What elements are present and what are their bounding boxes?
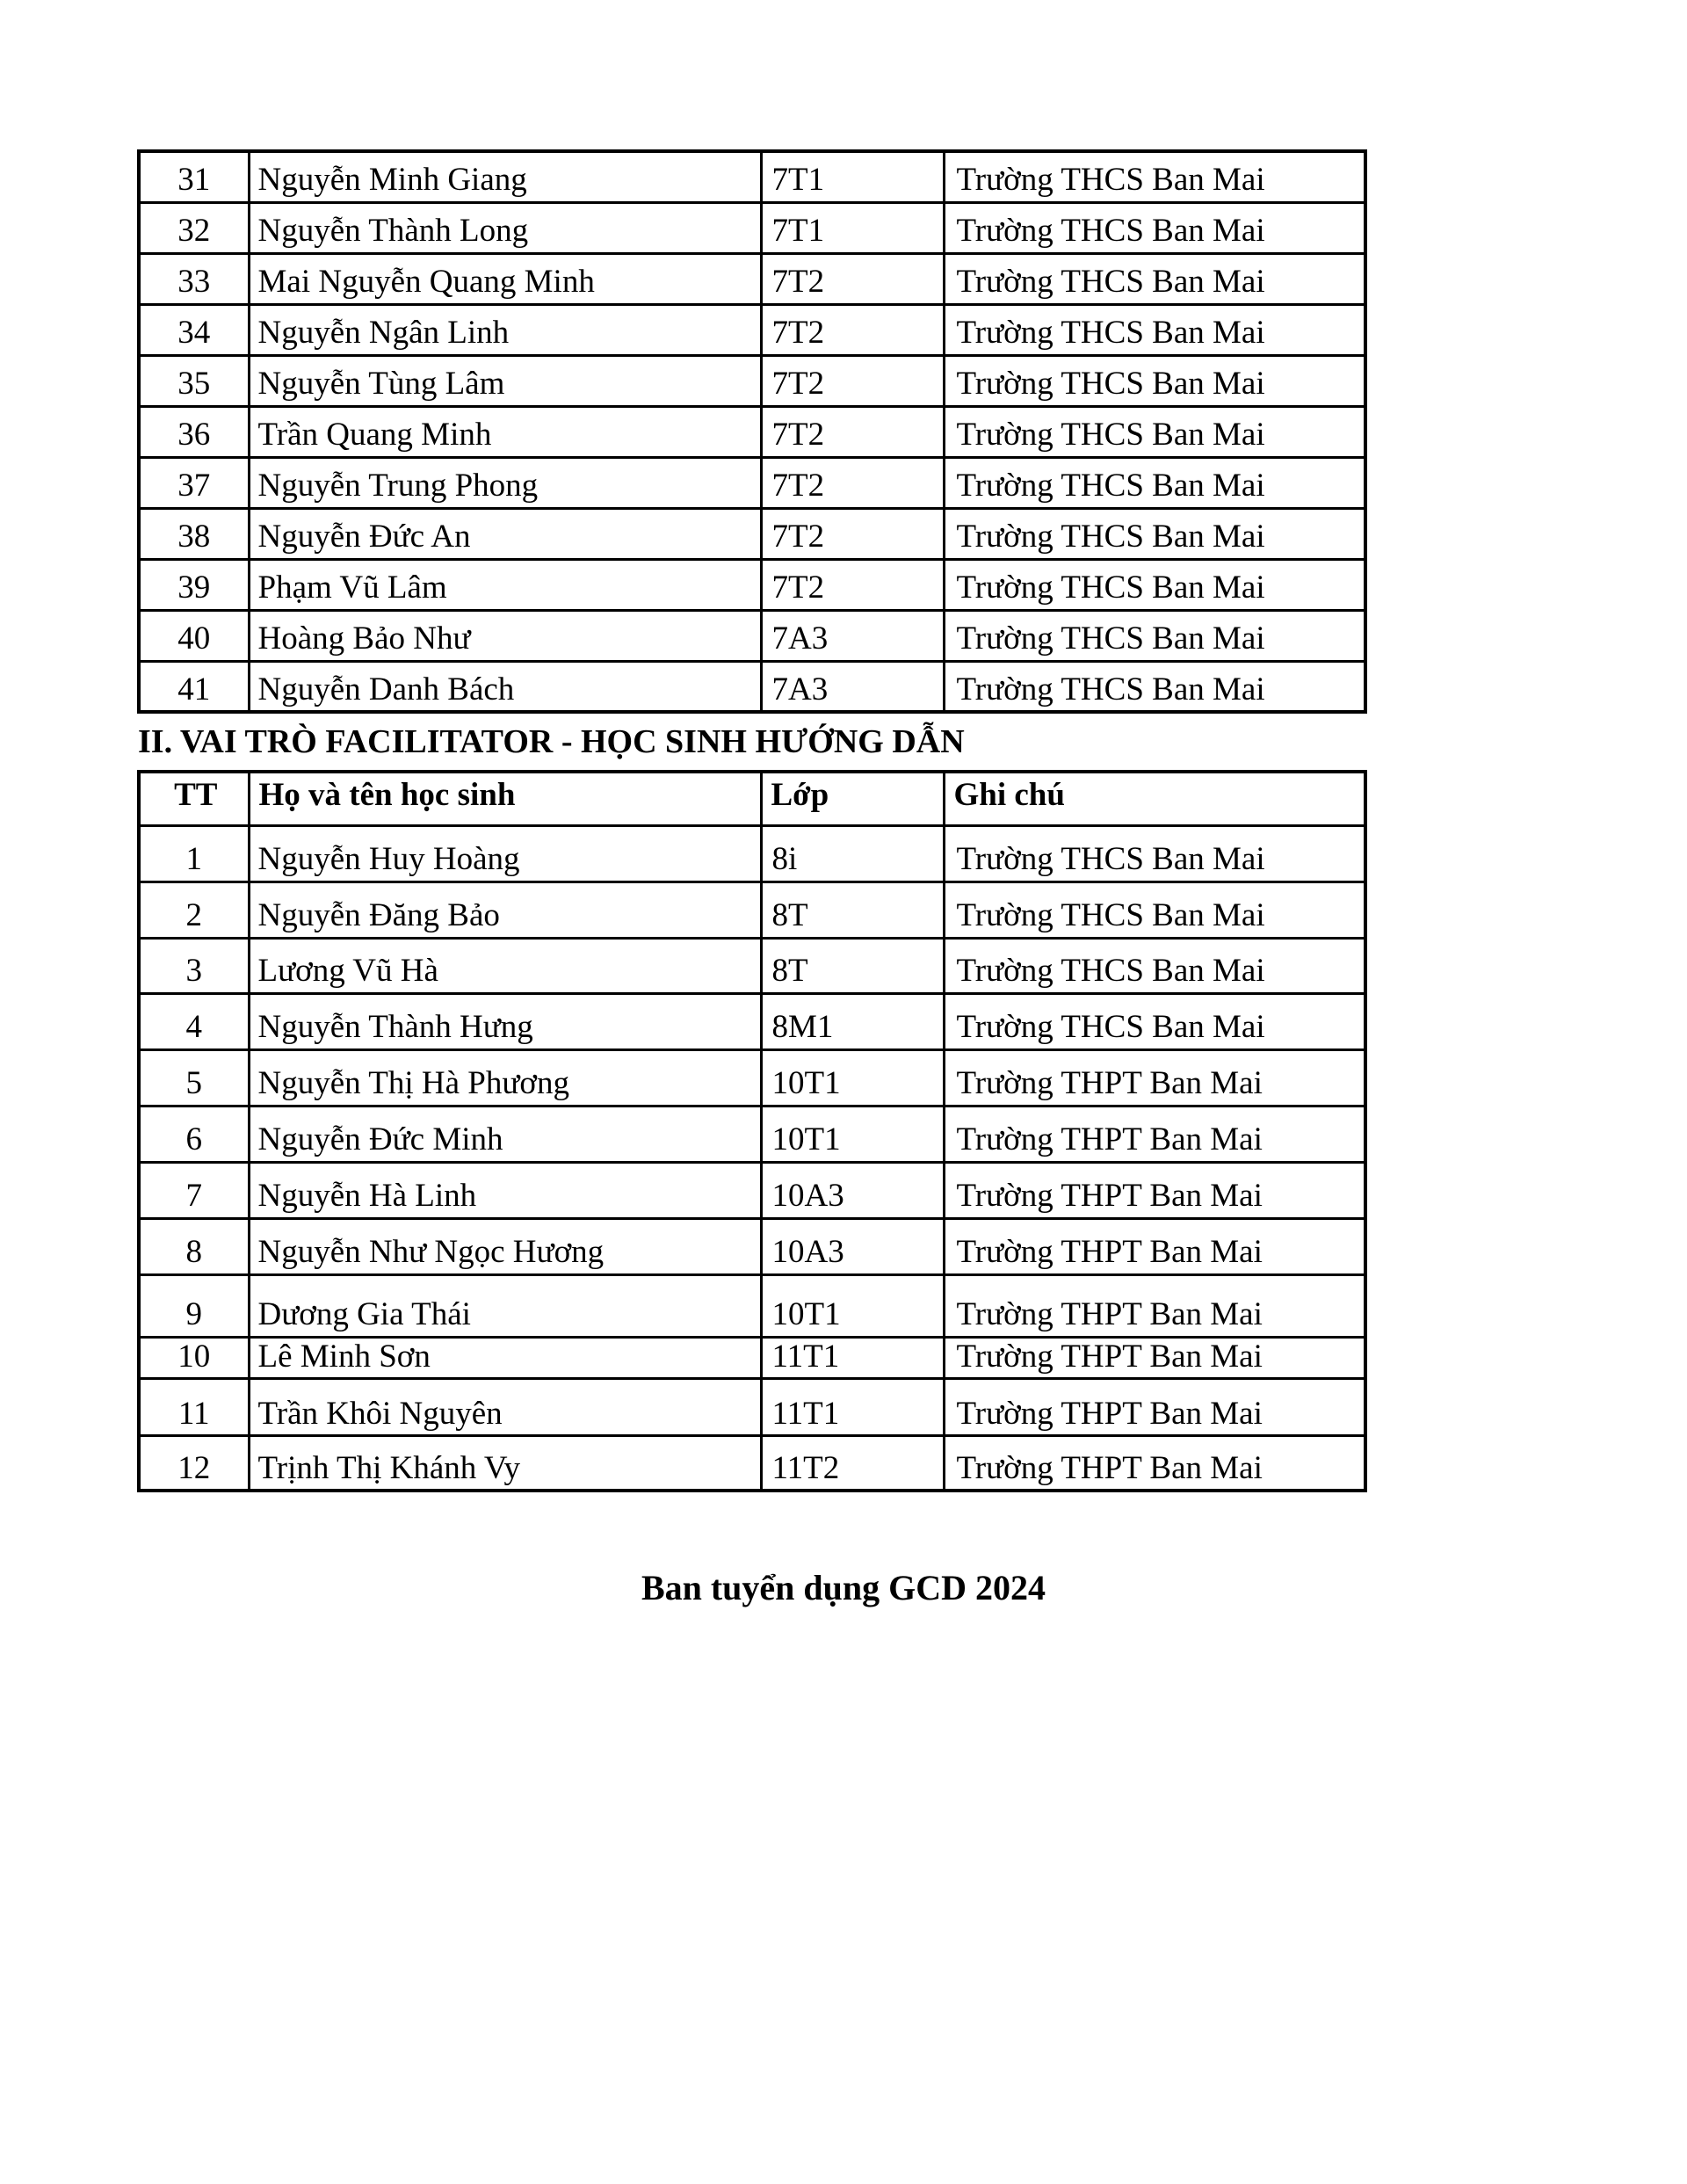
note-cell: Trường THCS Ban Mai [944, 661, 1365, 712]
note-cell: Trường THCS Ban Mai [944, 253, 1365, 304]
tt-cell: 35 [139, 355, 249, 406]
table-row [139, 457, 1365, 508]
tt-cell: 12 [139, 1435, 249, 1491]
students-table-continued-body [139, 151, 1365, 712]
table-row [139, 993, 1365, 1049]
name-cell: Nguyễn Thành Hưng [249, 993, 761, 1049]
table-row [139, 406, 1365, 457]
class-cell: 7T2 [761, 355, 944, 406]
note-cell: Trường THPT Ban Mai [944, 1106, 1365, 1162]
class-cell: 11T2 [761, 1435, 944, 1491]
name-cell: Nguyễn Tùng Lâm [249, 355, 761, 406]
name-cell: Trịnh Thị Khánh Vy [249, 1435, 761, 1491]
note-cell: Trường THCS Ban Mai [944, 559, 1365, 610]
class-cell: 10T1 [761, 1049, 944, 1106]
name-cell: Hoàng Bảo Như [249, 610, 761, 661]
class-cell: 7T2 [761, 457, 944, 508]
class-cell: 7A3 [761, 661, 944, 712]
students-table-continued [137, 149, 1367, 714]
note-cell: Trường THCS Ban Mai [944, 457, 1365, 508]
class-cell: 10T1 [761, 1274, 944, 1337]
class-cell: 7A3 [761, 610, 944, 661]
class-cell: 8i [761, 825, 944, 882]
name-cell: Trần Khôi Nguyên [249, 1378, 761, 1435]
class-cell: 7T1 [761, 202, 944, 253]
column-header-name: Họ và tên học sinh [249, 772, 761, 825]
tt-cell: 37 [139, 457, 249, 508]
class-cell: 8T [761, 938, 944, 993]
tt-cell: 2 [139, 882, 249, 938]
tt-cell: 32 [139, 202, 249, 253]
table-row [139, 1274, 1365, 1337]
name-cell: Nguyễn Đức Minh [249, 1106, 761, 1162]
tt-cell: 11 [139, 1378, 249, 1435]
note-cell: Trường THCS Ban Mai [944, 610, 1365, 661]
table-row [139, 1049, 1365, 1106]
note-cell: Trường THPT Ban Mai [944, 1274, 1365, 1337]
name-cell: Nguyễn Minh Giang [249, 151, 761, 202]
tt-cell: 4 [139, 993, 249, 1049]
note-cell: Trường THCS Ban Mai [944, 355, 1365, 406]
tt-cell: 36 [139, 406, 249, 457]
tt-cell: 8 [139, 1218, 249, 1274]
table-row [139, 1106, 1365, 1162]
table-row [139, 610, 1365, 661]
tt-cell: 6 [139, 1106, 249, 1162]
note-cell: Trường THPT Ban Mai [944, 1162, 1365, 1218]
table-row [139, 1162, 1365, 1218]
note-cell: Trường THPT Ban Mai [944, 1378, 1365, 1435]
note-cell: Trường THPT Ban Mai [944, 1337, 1365, 1378]
column-header-note: Ghi chú [944, 772, 1365, 825]
footer-signature: Ban tuyển dụng GCD 2024 [641, 1568, 1046, 1607]
table-row [139, 882, 1365, 938]
note-cell: Trường THPT Ban Mai [944, 1049, 1365, 1106]
class-cell: 10T1 [761, 1106, 944, 1162]
name-cell: Lê Minh Sơn [249, 1337, 761, 1378]
table-row [139, 1218, 1365, 1274]
table-row [139, 1337, 1365, 1378]
column-header-class: Lớp [761, 772, 944, 825]
table-row [139, 304, 1365, 355]
note-cell: Trường THCS Ban Mai [944, 938, 1365, 993]
name-cell: Dương Gia Thái [249, 1274, 761, 1337]
class-cell: 7T2 [761, 253, 944, 304]
tt-cell: 9 [139, 1274, 249, 1337]
tt-cell: 7 [139, 1162, 249, 1218]
note-cell: Trường THCS Ban Mai [944, 304, 1365, 355]
tt-cell: 5 [139, 1049, 249, 1106]
note-cell: Trường THCS Ban Mai [944, 202, 1365, 253]
class-cell: 11T1 [761, 1337, 944, 1378]
name-cell: Phạm Vũ Lâm [249, 559, 761, 610]
note-cell: Trường THCS Ban Mai [944, 151, 1365, 202]
facilitators-table [137, 770, 1367, 1492]
table-row [139, 825, 1365, 882]
facilitators-table-body [139, 825, 1365, 1491]
table-row [139, 508, 1365, 559]
tt-cell: 33 [139, 253, 249, 304]
note-cell: Trường THCS Ban Mai [944, 406, 1365, 457]
note-cell: Trường THCS Ban Mai [944, 993, 1365, 1049]
class-cell: 7T2 [761, 508, 944, 559]
name-cell: Nguyễn Thị Hà Phương [249, 1049, 761, 1106]
class-cell: 10A3 [761, 1218, 944, 1274]
table-row [139, 559, 1365, 610]
class-cell: 7T1 [761, 151, 944, 202]
note-cell: Trường THPT Ban Mai [944, 1435, 1365, 1491]
note-cell: Trường THPT Ban Mai [944, 1218, 1365, 1274]
tt-cell: 1 [139, 825, 249, 882]
class-cell: 8T [761, 882, 944, 938]
table-row [139, 938, 1365, 993]
name-cell: Trần Quang Minh [249, 406, 761, 457]
name-cell: Nguyễn Thành Long [249, 202, 761, 253]
class-cell: 10A3 [761, 1162, 944, 1218]
class-cell: 11T1 [761, 1378, 944, 1435]
class-cell: 7T2 [761, 559, 944, 610]
name-cell: Mai Nguyễn Quang Minh [249, 253, 761, 304]
note-cell: Trường THCS Ban Mai [944, 825, 1365, 882]
note-cell: Trường THCS Ban Mai [944, 508, 1365, 559]
name-cell: Nguyễn Hà Linh [249, 1162, 761, 1218]
section-title-facilitator: II. VAI TRÒ FACILITATOR - HỌC SINH HƯỚNG DẪN [138, 723, 965, 760]
facilitators-table-header-row [139, 772, 1365, 825]
name-cell: Nguyễn Trung Phong [249, 457, 761, 508]
tt-cell: 10 [139, 1337, 249, 1378]
name-cell: Nguyễn Danh Bách [249, 661, 761, 712]
table-row [139, 661, 1365, 712]
table-row [139, 151, 1365, 202]
name-cell: Nguyễn Như Ngọc Hương [249, 1218, 761, 1274]
name-cell: Nguyễn Đăng Bảo [249, 882, 761, 938]
table-row [139, 202, 1365, 253]
table-row [139, 355, 1365, 406]
name-cell: Nguyễn Ngân Linh [249, 304, 761, 355]
table-row [139, 253, 1365, 304]
tt-cell: 31 [139, 151, 249, 202]
name-cell: Lương Vũ Hà [249, 938, 761, 993]
class-cell: 8M1 [761, 993, 944, 1049]
table-row [139, 1435, 1365, 1491]
tt-cell: 40 [139, 610, 249, 661]
class-cell: 7T2 [761, 406, 944, 457]
tt-cell: 38 [139, 508, 249, 559]
tt-cell: 41 [139, 661, 249, 712]
name-cell: Nguyễn Huy Hoàng [249, 825, 761, 882]
tt-cell: 39 [139, 559, 249, 610]
note-cell: Trường THCS Ban Mai [944, 882, 1365, 938]
class-cell: 7T2 [761, 304, 944, 355]
tt-cell: 3 [139, 938, 249, 993]
tt-cell: 34 [139, 304, 249, 355]
column-header-tt: TT [139, 772, 249, 825]
table-row [139, 1378, 1365, 1435]
name-cell: Nguyễn Đức An [249, 508, 761, 559]
